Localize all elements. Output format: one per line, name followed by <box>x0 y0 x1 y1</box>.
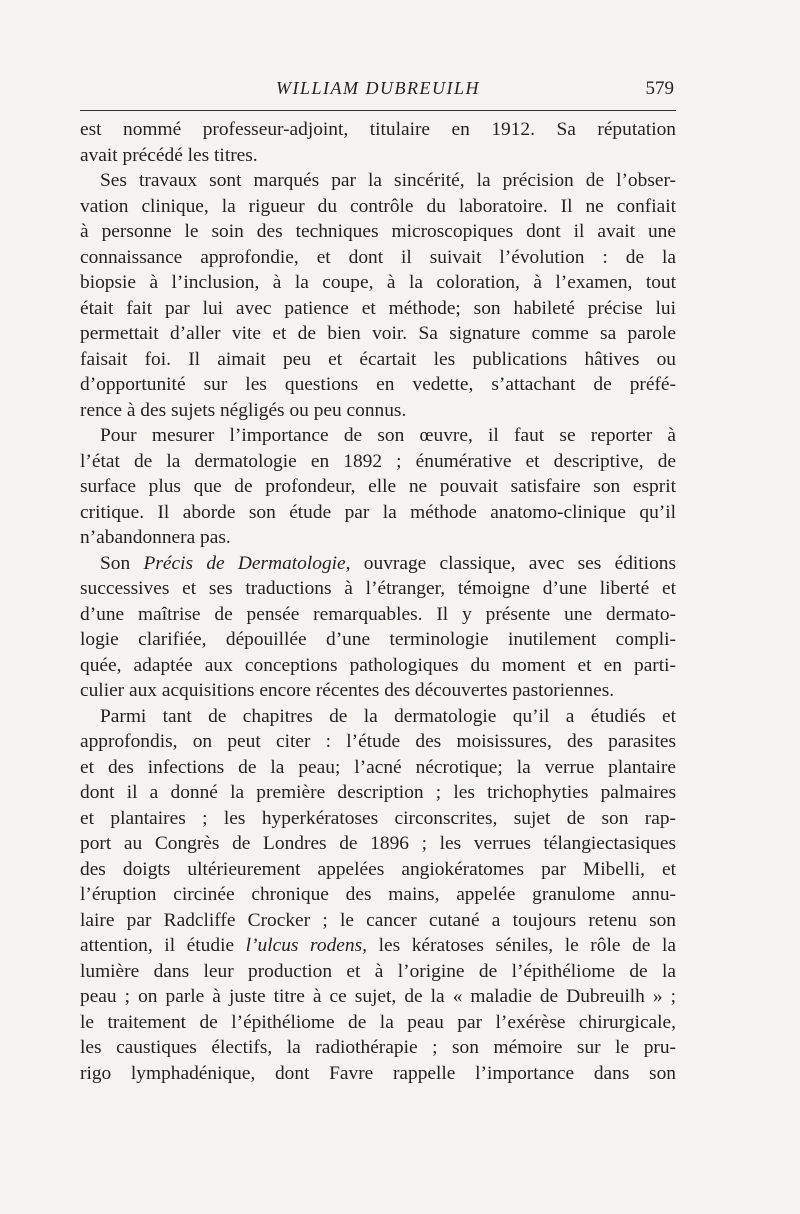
text-segment: Son <box>100 552 144 574</box>
text-line: l’éruption circinée chronique des mains, appelée granulome annu- <box>80 884 676 905</box>
text-line: est nommé professeur-adjoint, titulaire en 1912. Sa réputation <box>80 119 676 140</box>
text-line: d’opportunité sur les questions en vedette, s’attachant de préfé- <box>80 374 676 395</box>
text-line: vation clinique, la rigueur du contrôle du laboratoire. Il ne confiait <box>80 195 676 217</box>
text-line: les caustiques électifs, la radiothérapie ; son mémoire sur le pru- <box>80 1037 676 1058</box>
text-line: Parmi tant de chapitres de la dermatologie qu’il a étudiés et <box>100 705 676 727</box>
text-segment: attention, il étudie <box>80 935 246 956</box>
text-line: culier aux acquisitions encore récentes des découvertes pastoriennes. <box>80 680 615 701</box>
text-line: Ses travaux sont marqués par la sincérité, la précision de l’obser- <box>100 170 676 191</box>
text-line: et plantaires ; les hyperkératoses circonscrites, sujet de son rap- <box>80 807 676 829</box>
text-line: faisait foi. Il aimait peu et écartait les publications hâtives ou <box>80 348 676 370</box>
text-line: et des infections de la peau; l’acné nécrotique; la verrue plantaire <box>80 756 676 778</box>
text-segment: les kératoses séniles, le rôle de la <box>366 935 676 956</box>
page-header <box>80 78 676 104</box>
text-line: quée, adaptée aux conceptions pathologiques du moment et en parti- <box>80 654 676 676</box>
text-line: avait précédé les titres. <box>80 144 258 166</box>
text-line: l’état de la dermatologie en 1892 ; énumérative et descriptive, de <box>80 450 676 472</box>
text-line <box>80 551 676 577</box>
page-number: 579 <box>645 78 674 99</box>
text-line: n’abandonnera pas. <box>80 527 231 548</box>
text-line: logie clarifiée, dépouillée d’une terminologie inutilement compli- <box>80 629 676 650</box>
text-line: biopsie à l’inclusion, à la coupe, à la coloration, à l’examen, tout <box>80 272 676 293</box>
text-line: port au Congrès de Londres de 1896 ; les verrues télangiectasiques <box>80 833 676 854</box>
text-line: dont il a donné la première description ; les trichophyties palmaires <box>80 782 676 803</box>
text-line: permettait d’aller vite et de bien voir. Sa signature comme sa parole <box>80 323 676 344</box>
text-line: Pour mesurer l’importance de son œuvre, il faut se reporter à <box>100 425 676 446</box>
text-line: laire par Radcliffe Crocker ; le cancer cutané a toujours retenu son <box>80 909 676 931</box>
text-line: critique. Il aborde son étude par la méthode anatomo-clinique qu’il <box>80 501 676 523</box>
text-line: peau ; on parle à juste titre à ce sujet, de la « maladie de Dubreuilh » ; <box>80 986 676 1007</box>
text-line: des doigts ultérieurement appelées angiokératomes par Mibelli, et <box>80 858 676 880</box>
body-text <box>80 117 676 1086</box>
text-line: d’une maîtrise de pensée remarquables. Il y présente une dermato- <box>80 603 676 625</box>
text-line: connaissance approfondie, et dont il suivait l’évolution : de la <box>80 246 676 268</box>
term-italic: l’ulcus rodens, <box>245 935 367 956</box>
text-line <box>80 933 676 959</box>
text-line: le traitement de l’épithéliome de la peau par l’exérèse chirurgicale, <box>80 1011 676 1033</box>
text-line: était fait par lui avec patience et méthode; son habileté précise lui <box>80 297 676 319</box>
text-line: approfondis, on peut citer : l’étude des moisissures, des parasites <box>80 731 676 752</box>
text-segment: ouvrage classique, avec ses éditions <box>350 552 677 574</box>
text-line: surface plus que de profondeur, elle ne pouvait satisfaire son esprit <box>80 476 676 497</box>
text-line: successives et ses traductions à l’étranger, témoigne d’une liberté et <box>80 578 676 599</box>
text-line: lumière dans leur production et à l’origine de l’épithéliome de la <box>80 960 676 982</box>
text-line: à personne le soin des techniques microscopiques dont il avait une <box>80 221 676 242</box>
book-title-italic: Précis de Dermatologie, <box>143 552 351 574</box>
running-title: WILLIAM DUBREUILH <box>276 78 480 98</box>
header-rule <box>80 110 676 111</box>
text-line: rigo lymphadénique, dont Favre rappelle l’importance dans son <box>80 1062 676 1084</box>
text-line: rence à des sujets négligés ou peu connus. <box>80 399 407 421</box>
